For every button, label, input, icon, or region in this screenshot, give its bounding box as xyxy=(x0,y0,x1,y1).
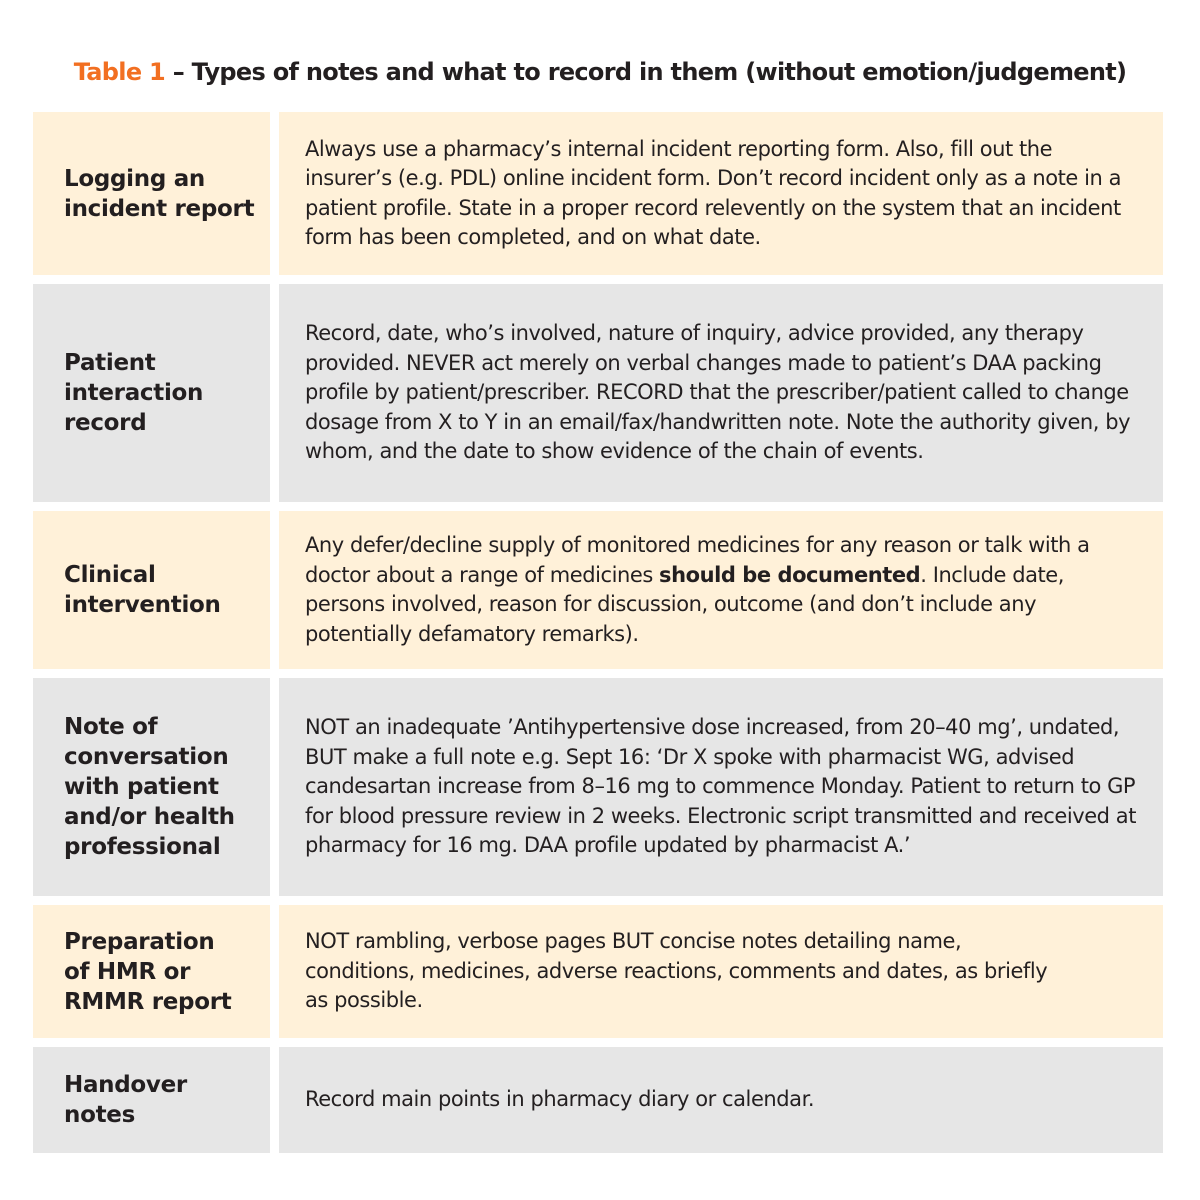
row-description-part: . Include date, persons involved, reason for discussion, outcome (and don’t include any potentially defamatory remarks). xyxy=(305,562,1064,646)
table-row-conversation-note xyxy=(33,678,1163,896)
row-heading-text: Clinical intervention xyxy=(64,562,221,618)
table-row-incident-report xyxy=(33,112,1163,275)
row-heading xyxy=(33,511,270,669)
row-description xyxy=(279,905,1163,1038)
table-row-clinical-intervention xyxy=(33,511,1163,669)
row-description xyxy=(279,511,1163,669)
row-heading xyxy=(33,905,270,1038)
row-description-emphasis: should be documented xyxy=(659,562,921,587)
table-title xyxy=(0,58,1200,86)
table-caption: – Types of notes and what to record in them (without emotion/judgement) xyxy=(165,58,1127,86)
row-description xyxy=(279,678,1163,896)
row-description-text: Record, date, who’s involved, nature of inquiry, advice provided, any therapy provided. NEVER act merely on verbal changes made to patient’s DAA packing profile by patient/prescriber. RECORD that the prescriber/patient called to change dosage from X to Y in an email/fax/handwritten note. Note the authority given, by whom, and the date to show evidence of the chain of events. xyxy=(305,321,1131,464)
table-row-handover-notes xyxy=(33,1047,1163,1153)
row-heading xyxy=(33,284,270,502)
row-description-part: Any defer/decline supply of monitored medicines for any reason or talk with a doctor about a range of medicines xyxy=(305,533,1090,587)
row-description-text xyxy=(305,531,1143,649)
row-description xyxy=(279,112,1163,275)
row-heading-text: Handover notes xyxy=(64,1072,187,1128)
notes-table xyxy=(33,112,1163,1162)
row-description-text: NOT rambling, verbose pages BUT concise notes detailing name, conditions, medicines, adverse reactions, comments and dates, as briefly as possible. xyxy=(305,929,1048,1013)
row-heading-text: Logging an incident report xyxy=(64,165,255,222)
row-heading xyxy=(33,112,270,275)
row-heading xyxy=(33,678,270,896)
row-description-text: NOT an inadequate ’Antihypertensive dose increased, from 20–40 mg’, undated, BUT make a full note e.g. Sept 16: ‘Dr X spoke with pharmacist WG, advised candesartan increase from 8–16 mg to commence Monday. Patient to return to GP for blood pressure review in 2 weeks. Electronic script transmitted and received at pharmacy for 16 mg. DAA profile updated by pharmacist A.’ xyxy=(305,715,1136,858)
row-heading-text: Preparation of HMR or RMMR report xyxy=(64,928,232,1015)
row-heading-text: Note of conversation with patient and/or health professional xyxy=(64,714,235,860)
row-heading xyxy=(33,1047,270,1153)
row-heading-text: Patient interaction record xyxy=(64,350,204,436)
row-description-text: Record main points in pharmacy diary or calendar. xyxy=(305,1087,815,1112)
row-description xyxy=(279,284,1163,502)
table-row-hmr-rmmr-report xyxy=(33,905,1163,1038)
table-number-label: Table 1 xyxy=(73,58,166,86)
row-description-text: Always use a pharmacy’s internal incident reporting form. Also, fill out the insurer’s (e.g. PDL) online incident form. Don’t record incident only as a note in a patient profile. State in a proper record relevently on the system that an incident form has been completed, and on what date. xyxy=(305,136,1121,249)
row-description xyxy=(279,1047,1163,1153)
table-row-patient-interaction xyxy=(33,284,1163,502)
